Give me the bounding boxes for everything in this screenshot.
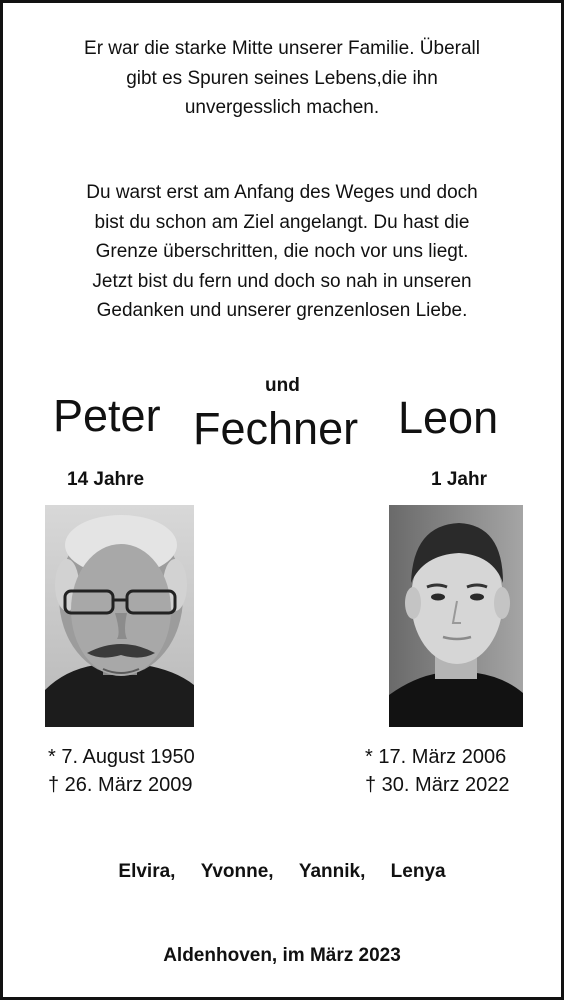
life-dates-left xyxy=(48,743,195,799)
age-left: 14 Jahre xyxy=(67,469,145,490)
death-date-left: † 26. März 2009 xyxy=(48,774,193,796)
mourner-name: Yannik, xyxy=(298,861,366,882)
verse-line: Du warst erst am Anfang des Weges und doch xyxy=(86,182,478,203)
first-name-left: Peter xyxy=(53,390,161,441)
portrait-illustration-left xyxy=(45,505,194,727)
mourners-list xyxy=(3,861,561,883)
conjunction-und: und xyxy=(265,375,300,396)
verse-line: Jetzt bist du fern und doch so nah in unseren xyxy=(92,270,472,292)
verse-second xyxy=(3,178,561,326)
age-right: 1 Jahr xyxy=(431,469,487,490)
verse-first xyxy=(3,34,561,123)
verse-line: gibt es Spuren seines Lebens,die ihn xyxy=(126,67,438,89)
birth-date-left: * 7. August 1950 xyxy=(48,746,195,768)
portrait-illustration-right xyxy=(389,505,523,727)
verse-line: Er war die starke Mitte unserer Familie. Überall xyxy=(84,38,480,59)
mourner-name: Elvira, xyxy=(118,861,176,882)
place-and-date: Aldenhoven, im März 2023 xyxy=(163,945,401,966)
mourner-name: Lenya xyxy=(390,861,446,882)
portrait-photo-older-man xyxy=(45,505,194,727)
portrait-photo-young-man xyxy=(389,505,523,727)
surname: Fechner xyxy=(193,403,359,454)
first-name-right: Leon xyxy=(398,392,499,443)
birth-date-right: * 17. März 2006 xyxy=(365,746,507,768)
verse-line: unvergesslich machen. xyxy=(184,97,380,118)
verse-line: Grenze überschritten, die noch vor uns liegt. xyxy=(95,241,469,262)
verse-line: Gedanken und unserer grenzenlosen Liebe. xyxy=(96,300,468,321)
mourner-name: Yvonne, xyxy=(200,861,274,882)
verse-line: bist du schon am Ziel angelangt. Du hast die xyxy=(94,211,470,233)
death-date-right: † 30. März 2022 xyxy=(365,774,510,796)
life-dates-right xyxy=(365,743,510,799)
